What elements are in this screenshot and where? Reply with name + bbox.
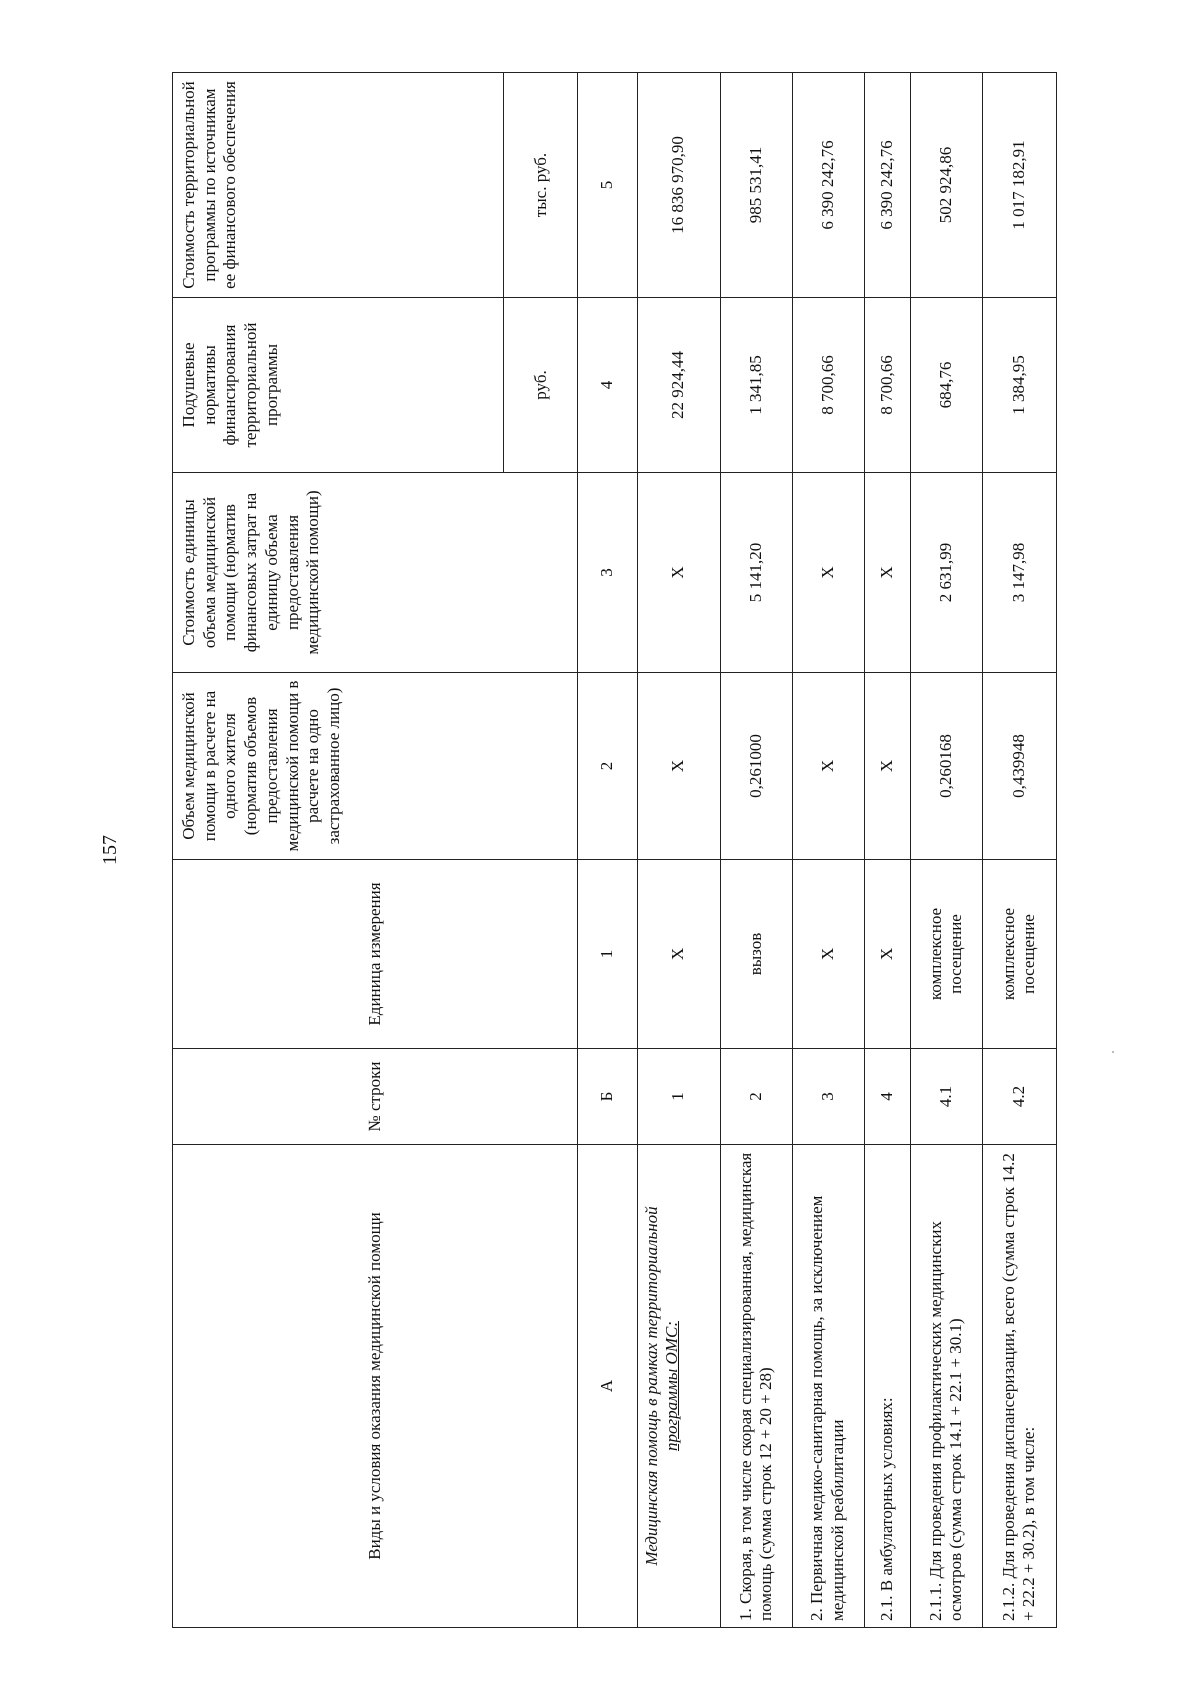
header-unit-cost: Стоимость единицы объема медицинской помощи (норматив финансовых затрат на единицу объема предоставления медицинской помощи) <box>173 473 578 673</box>
header-row <box>173 73 504 1628</box>
row-per-capita: 1 384,95 <box>982 298 1056 473</box>
row-total: 6 390 242,76 <box>792 73 864 298</box>
table-row <box>982 73 1056 1628</box>
index-cell: 1 <box>578 860 637 1049</box>
index-row <box>578 73 637 1628</box>
table-row <box>864 73 910 1628</box>
row-per-capita: 8 700,66 <box>792 298 864 473</box>
row-per-capita: 8 700,66 <box>864 298 910 473</box>
row-line: 4.2 <box>982 1049 1056 1145</box>
row-volume: 0,260168 <box>910 673 982 860</box>
header-total-cost: Стоимость территориальной программы по источникам ее финансового обеспечения <box>173 73 504 298</box>
row-per-capita: 1 341,85 <box>720 298 792 473</box>
row-cost-unit: 3 147,98 <box>982 473 1056 673</box>
row-total: 16 836 970,90 <box>637 73 720 298</box>
header-care-types: Виды и условия оказания медицинской помощи <box>173 1145 578 1628</box>
index-cell: 4 <box>578 298 637 473</box>
unit-rub: руб. <box>504 298 578 473</box>
row-cost-unit: 2 631,99 <box>910 473 982 673</box>
row-line: 2 <box>720 1049 792 1145</box>
row-name: 2.1. В амбулаторных условиях: <box>864 1145 910 1628</box>
row-per-capita: 22 924,44 <box>637 298 720 473</box>
row-unit: Х <box>637 860 720 1049</box>
row-unit: комплексное посещение <box>982 860 1056 1049</box>
row-line: 4.1 <box>910 1049 982 1145</box>
table-row <box>720 73 792 1628</box>
table-row <box>910 73 982 1628</box>
row-cost-unit: 5 141,20 <box>720 473 792 673</box>
row-unit: вызов <box>720 860 792 1049</box>
header-volume: Объем медицинской помощи в расчете на одного жителя (норматив объемов предоставления медицинской помощи в расчете на одно застрахованное лицо) <box>173 673 578 860</box>
header-unit: Единица измерения <box>173 860 578 1049</box>
row-volume: 0,439948 <box>982 673 1056 860</box>
row-per-capita: 684,76 <box>910 298 982 473</box>
row-cost-unit: Х <box>792 473 864 673</box>
page-number: 157 <box>98 835 121 865</box>
row-unit: комплексное посещение <box>910 860 982 1049</box>
row-name <box>637 1145 720 1628</box>
row-line: 4 <box>864 1049 910 1145</box>
index-cell: 3 <box>578 473 637 673</box>
financing-table <box>172 72 1057 1628</box>
index-cell: 5 <box>578 73 637 298</box>
row-line: 1 <box>637 1049 720 1145</box>
row-name-part: программы ОМС: <box>662 1320 682 1452</box>
table-row <box>792 73 864 1628</box>
row-total: 1 017 182,91 <box>982 73 1056 298</box>
row-cost-unit: Х <box>637 473 720 673</box>
rotated-table-sheet <box>172 73 1057 1628</box>
row-cost-unit: Х <box>864 473 910 673</box>
row-name: 1. Скорая, в том числе скорая специализированная, медицинская помощь (сумма строк 12 + 20 + 28) <box>720 1145 792 1628</box>
row-name: 2.1.2. Для проведения диспансеризации, всего (сумма строк 14.2 + 22.2 + 30.2), в том числе: <box>982 1145 1056 1628</box>
row-volume: 0,261000 <box>720 673 792 860</box>
index-cell: 2 <box>578 673 637 860</box>
scan-speck <box>1112 1051 1114 1053</box>
row-total: 502 924,86 <box>910 73 982 298</box>
header-per-capita: Подушевые нормативы финансирования территориальной программы <box>173 298 504 473</box>
row-name: 2.1.1. Для проведения профилактических медицинских осмотров (сумма строк 14.1 + 22.1 + 30.1) <box>910 1145 982 1628</box>
row-line: 3 <box>792 1049 864 1145</box>
row-volume: Х <box>637 673 720 860</box>
row-name-part: Медицинская помощь в рамках <box>641 1338 661 1566</box>
index-cell: Б <box>578 1049 637 1145</box>
row-unit: Х <box>864 860 910 1049</box>
row-volume: Х <box>864 673 910 860</box>
row-name-part: территориальной <box>641 1206 661 1339</box>
index-cell: А <box>578 1145 637 1628</box>
unit-thousand-rub: тыс. руб. <box>504 73 578 298</box>
row-unit: Х <box>792 860 864 1049</box>
row-total: 985 531,41 <box>720 73 792 298</box>
header-line-number: № строки <box>173 1049 578 1145</box>
table-row <box>637 73 720 1628</box>
row-name: 2. Первичная медико-санитарная помощь, за исключением медицинской реабилитации <box>792 1145 864 1628</box>
row-total: 6 390 242,76 <box>864 73 910 298</box>
row-volume: Х <box>792 673 864 860</box>
